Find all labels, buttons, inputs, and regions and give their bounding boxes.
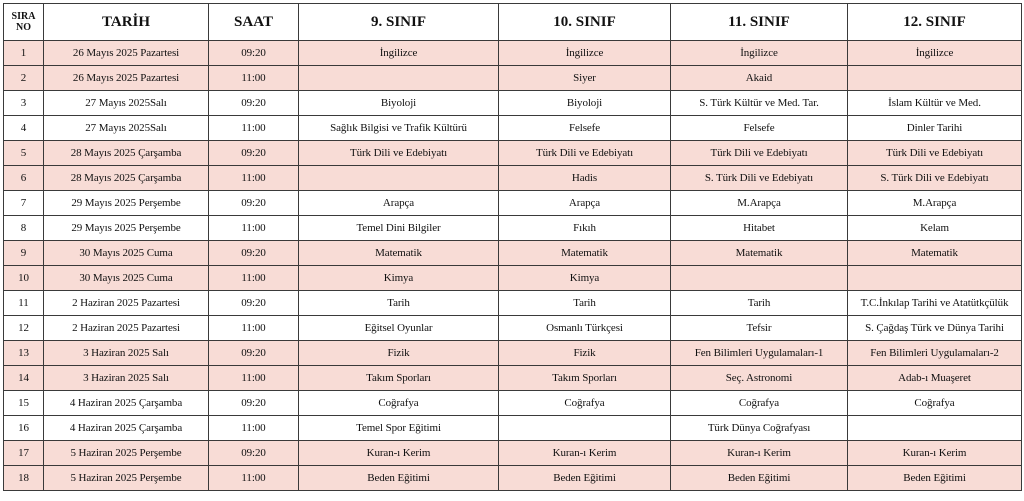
- cell-sinif-10: İngilizce: [499, 41, 671, 66]
- cell-sinif-12: M.Arapça: [848, 191, 1022, 216]
- cell-saat: 11:00: [209, 316, 299, 341]
- cell-sinif-9: Temel Dini Bilgiler: [299, 216, 499, 241]
- cell-sinif-9: [299, 66, 499, 91]
- cell-sinif-11: S. Türk Kültür ve Med. Tar.: [671, 91, 848, 116]
- cell-tarih: 30 Mayıs 2025 Cuma: [44, 241, 209, 266]
- cell-sinif-12: [848, 66, 1022, 91]
- cell-sinif-9: Eğitsel Oyunlar: [299, 316, 499, 341]
- cell-sinif-12: Dinler Tarihi: [848, 116, 1022, 141]
- table-row: [4, 91, 1022, 116]
- cell-sira-no: 7: [4, 191, 44, 216]
- cell-sinif-12: [848, 266, 1022, 291]
- cell-sinif-12: Matematik: [848, 241, 1022, 266]
- cell-saat: 11:00: [209, 166, 299, 191]
- cell-sinif-11: Hitabet: [671, 216, 848, 241]
- table-row: [4, 341, 1022, 366]
- cell-sinif-9: Matematik: [299, 241, 499, 266]
- cell-sinif-10: Fizik: [499, 341, 671, 366]
- cell-tarih: 28 Mayıs 2025 Çarşamba: [44, 141, 209, 166]
- cell-sinif-11: Tarih: [671, 291, 848, 316]
- cell-tarih: 30 Mayıs 2025 Cuma: [44, 266, 209, 291]
- cell-sinif-12: Kelam: [848, 216, 1022, 241]
- cell-tarih: 2 Haziran 2025 Pazartesi: [44, 291, 209, 316]
- cell-sira-no: 14: [4, 366, 44, 391]
- table-row: [4, 441, 1022, 466]
- cell-sinif-10: Matematik: [499, 241, 671, 266]
- cell-sira-no: 10: [4, 266, 44, 291]
- cell-sinif-10: Coğrafya: [499, 391, 671, 416]
- cell-tarih: 26 Mayıs 2025 Pazartesi: [44, 41, 209, 66]
- cell-sinif-12: S. Türk Dili ve Edebiyatı: [848, 166, 1022, 191]
- cell-sira-no: 9: [4, 241, 44, 266]
- cell-saat: 11:00: [209, 116, 299, 141]
- table-body: [4, 41, 1022, 491]
- cell-sinif-9: Takım Sporları: [299, 366, 499, 391]
- cell-sinif-11: Türk Dünya Coğrafyası: [671, 416, 848, 441]
- table-row: [4, 366, 1022, 391]
- cell-sinif-9: Biyoloji: [299, 91, 499, 116]
- header-sira-line2: NO: [16, 22, 31, 33]
- cell-saat: 09:20: [209, 141, 299, 166]
- table-row: [4, 191, 1022, 216]
- table-row: [4, 316, 1022, 341]
- cell-sira-no: 1: [4, 41, 44, 66]
- cell-saat: 09:20: [209, 41, 299, 66]
- cell-tarih: 4 Haziran 2025 Çarşamba: [44, 416, 209, 441]
- header-sinif-12: 12. SINIF: [848, 4, 1022, 41]
- cell-saat: 09:20: [209, 341, 299, 366]
- cell-tarih: 26 Mayıs 2025 Pazartesi: [44, 66, 209, 91]
- cell-sinif-12: Coğrafya: [848, 391, 1022, 416]
- header-sinif-10: 10. SINIF: [499, 4, 671, 41]
- exam-schedule-table: [3, 3, 1022, 491]
- cell-sira-no: 5: [4, 141, 44, 166]
- cell-sinif-9: Tarih: [299, 291, 499, 316]
- cell-sinif-12: Türk Dili ve Edebiyatı: [848, 141, 1022, 166]
- cell-sinif-9: Sağlık Bilgisi ve Trafik Kültürü: [299, 116, 499, 141]
- cell-tarih: 3 Haziran 2025 Salı: [44, 341, 209, 366]
- cell-sira-no: 17: [4, 441, 44, 466]
- cell-sinif-10: Tarih: [499, 291, 671, 316]
- cell-sinif-10: Türk Dili ve Edebiyatı: [499, 141, 671, 166]
- cell-sinif-10: Felsefe: [499, 116, 671, 141]
- cell-tarih: 3 Haziran 2025 Salı: [44, 366, 209, 391]
- table-row: [4, 291, 1022, 316]
- table-row: [4, 66, 1022, 91]
- cell-tarih: 28 Mayıs 2025 Çarşamba: [44, 166, 209, 191]
- cell-sinif-9: İngilizce: [299, 41, 499, 66]
- header-row: [4, 4, 1022, 41]
- cell-sinif-11: S. Türk Dili ve Edebiyatı: [671, 166, 848, 191]
- cell-tarih: 5 Haziran 2025 Perşembe: [44, 441, 209, 466]
- table-row: [4, 416, 1022, 441]
- cell-tarih: 27 Mayıs 2025Salı: [44, 91, 209, 116]
- cell-sinif-12: S. Çağdaş Türk ve Dünya Tarihi: [848, 316, 1022, 341]
- cell-sinif-12: İngilizce: [848, 41, 1022, 66]
- cell-saat: 11:00: [209, 466, 299, 491]
- cell-sinif-10: Takım Sporları: [499, 366, 671, 391]
- cell-sinif-10: Beden Eğitimi: [499, 466, 671, 491]
- cell-sinif-11: Türk Dili ve Edebiyatı: [671, 141, 848, 166]
- cell-sinif-11: Tefsir: [671, 316, 848, 341]
- cell-sinif-11: Beden Eğitimi: [671, 466, 848, 491]
- cell-sinif-11: Coğrafya: [671, 391, 848, 416]
- cell-sinif-10: [499, 416, 671, 441]
- cell-sinif-12: Kuran-ı Kerim: [848, 441, 1022, 466]
- table-row: [4, 391, 1022, 416]
- cell-saat: 09:20: [209, 391, 299, 416]
- table-row: [4, 166, 1022, 191]
- cell-sinif-12: Beden Eğitimi: [848, 466, 1022, 491]
- cell-tarih: 29 Mayıs 2025 Perşembe: [44, 191, 209, 216]
- header-sira-no: [4, 4, 44, 41]
- cell-sinif-11: Seç. Astronomi: [671, 366, 848, 391]
- cell-sinif-9: Kimya: [299, 266, 499, 291]
- cell-sinif-10: Hadis: [499, 166, 671, 191]
- cell-saat: 09:20: [209, 91, 299, 116]
- cell-sinif-12: Adab-ı Muaşeret: [848, 366, 1022, 391]
- cell-sinif-11: M.Arapça: [671, 191, 848, 216]
- cell-tarih: 29 Mayıs 2025 Perşembe: [44, 216, 209, 241]
- cell-sinif-12: İslam Kültür ve Med.: [848, 91, 1022, 116]
- cell-sinif-9: Türk Dili ve Edebiyatı: [299, 141, 499, 166]
- cell-sinif-12: [848, 416, 1022, 441]
- table-row: [4, 466, 1022, 491]
- table-row: [4, 141, 1022, 166]
- cell-sinif-9: Arapça: [299, 191, 499, 216]
- cell-sinif-11: İngilizce: [671, 41, 848, 66]
- table-row: [4, 116, 1022, 141]
- cell-sinif-11: Felsefe: [671, 116, 848, 141]
- table-row: [4, 41, 1022, 66]
- header-sinif-9: 9. SINIF: [299, 4, 499, 41]
- cell-sira-no: 12: [4, 316, 44, 341]
- table-header: [4, 4, 1022, 41]
- cell-tarih: 4 Haziran 2025 Çarşamba: [44, 391, 209, 416]
- cell-sinif-11: Kuran-ı Kerim: [671, 441, 848, 466]
- cell-sira-no: 8: [4, 216, 44, 241]
- cell-sira-no: 4: [4, 116, 44, 141]
- cell-sinif-10: Osmanlı Türkçesi: [499, 316, 671, 341]
- cell-sinif-9: Fizik: [299, 341, 499, 366]
- cell-saat: 09:20: [209, 291, 299, 316]
- cell-sinif-9: Temel Spor Eğitimi: [299, 416, 499, 441]
- header-sinif-11: 11. SINIF: [671, 4, 848, 41]
- cell-sinif-12: Fen Bilimleri Uygulamaları-2: [848, 341, 1022, 366]
- cell-sinif-11: [671, 266, 848, 291]
- cell-saat: 11:00: [209, 416, 299, 441]
- cell-sinif-11: Matematik: [671, 241, 848, 266]
- header-tarih: TARİH: [44, 4, 209, 41]
- cell-sira-no: 2: [4, 66, 44, 91]
- cell-sinif-9: Beden Eğitimi: [299, 466, 499, 491]
- header-sira-line1: SIRA: [11, 11, 36, 22]
- cell-sinif-10: Arapça: [499, 191, 671, 216]
- cell-sinif-10: Kimya: [499, 266, 671, 291]
- cell-tarih: 5 Haziran 2025 Perşembe: [44, 466, 209, 491]
- cell-saat: 09:20: [209, 241, 299, 266]
- cell-sinif-9: Coğrafya: [299, 391, 499, 416]
- cell-sira-no: 3: [4, 91, 44, 116]
- cell-sinif-10: Biyoloji: [499, 91, 671, 116]
- cell-saat: 11:00: [209, 266, 299, 291]
- cell-saat: 11:00: [209, 366, 299, 391]
- cell-tarih: 27 Mayıs 2025Salı: [44, 116, 209, 141]
- cell-sira-no: 11: [4, 291, 44, 316]
- cell-sinif-11: Akaid: [671, 66, 848, 91]
- cell-sinif-11: Fen Bilimleri Uygulamaları-1: [671, 341, 848, 366]
- cell-sinif-12: T.C.İnkılap Tarihi ve Atatütkçülük: [848, 291, 1022, 316]
- cell-saat: 09:20: [209, 191, 299, 216]
- cell-sinif-10: Fıkıh: [499, 216, 671, 241]
- cell-sinif-10: Kuran-ı Kerim: [499, 441, 671, 466]
- cell-sira-no: 16: [4, 416, 44, 441]
- cell-sinif-10: Siyer: [499, 66, 671, 91]
- cell-sinif-9: Kuran-ı Kerim: [299, 441, 499, 466]
- table-row: [4, 216, 1022, 241]
- cell-saat: 11:00: [209, 66, 299, 91]
- table-row: [4, 241, 1022, 266]
- cell-saat: 09:20: [209, 441, 299, 466]
- cell-sira-no: 6: [4, 166, 44, 191]
- header-saat: SAAT: [209, 4, 299, 41]
- cell-sira-no: 13: [4, 341, 44, 366]
- cell-sinif-9: [299, 166, 499, 191]
- cell-tarih: 2 Haziran 2025 Pazartesi: [44, 316, 209, 341]
- table-row: [4, 266, 1022, 291]
- cell-sira-no: 15: [4, 391, 44, 416]
- cell-sira-no: 18: [4, 466, 44, 491]
- cell-saat: 11:00: [209, 216, 299, 241]
